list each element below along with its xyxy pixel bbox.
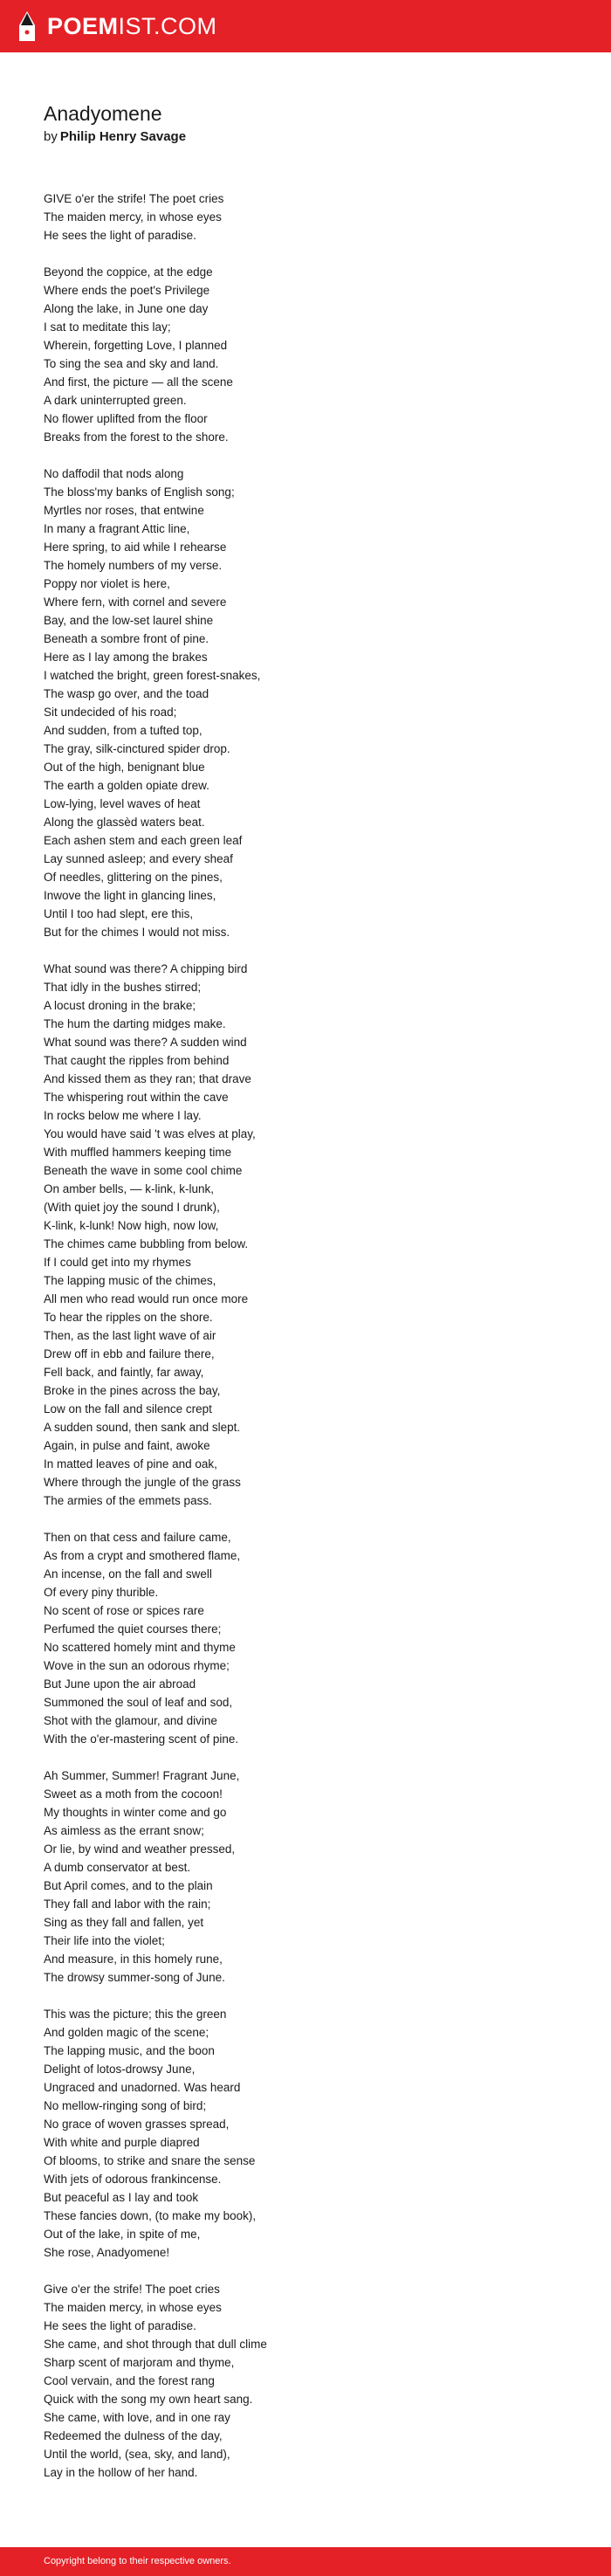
poem-line: Redeemed the dulness of the day, xyxy=(44,2429,223,2442)
poem-line: No mellow-ringing song of bird; xyxy=(44,2099,207,2112)
poem-line: With jets of odorous frankincense. xyxy=(44,2173,222,2186)
poem-line: Where through the jungle of the grass xyxy=(44,1476,241,1489)
poem-line: Fell back, and faintly, far away, xyxy=(44,1366,204,1379)
poem-line: These fancies down, (to make my book), xyxy=(44,2209,257,2222)
poem-line: The homely numbers of my verse. xyxy=(44,559,223,572)
poem-line: Where ends the poet's Privilege xyxy=(44,284,210,297)
poem-line: Their life into the violet; xyxy=(44,1934,165,1947)
poem-line: But for the chimes I would not miss. xyxy=(44,926,230,939)
poem-line: As from a crypt and smothered flame, xyxy=(44,1549,241,1562)
poem-line: She rose, Anadyomene! xyxy=(44,2246,170,2259)
poem-line: And sudden, from a tufted top, xyxy=(44,724,203,737)
poem-line: An incense, on the fall and swell xyxy=(44,1567,212,1581)
poem-line: My thoughts in winter come and go xyxy=(44,1806,227,1819)
poem-line: Shot with the glamour, and divine xyxy=(44,1714,217,1727)
poem-line: No flower uplifted from the floor xyxy=(44,412,208,425)
poem-line: Poppy nor violet is here, xyxy=(44,577,170,590)
poem-line: That caught the ripples from behind xyxy=(44,1054,230,1067)
poem-line: The bloss'my banks of English song; xyxy=(44,486,235,499)
poem-title: Anadyomene xyxy=(44,102,162,125)
poem-line: Sweet as a moth from the cocoon! xyxy=(44,1787,223,1801)
poem-line: Along the glassèd waters beat. xyxy=(44,816,205,829)
poem-line: The wasp go over, and the toad xyxy=(44,687,209,700)
poem-line: I watched the bright, green forest-snakes, xyxy=(44,669,261,682)
poem-line: Where fern, with cornel and severe xyxy=(44,596,227,609)
poem-line: Sit undecided of his road; xyxy=(44,706,177,719)
poem-line: Inwove the light in glancing lines, xyxy=(44,889,216,902)
poem-line: Beneath a sombre front of pine. xyxy=(44,632,209,645)
poem-line: Or lie, by wind and weather pressed, xyxy=(44,1842,236,1856)
poem-line: Along the lake, in June one day xyxy=(44,302,209,315)
poem-line: Quick with the song my own heart sang. xyxy=(44,2393,253,2406)
poem-line: Sharp scent of marjoram and thyme, xyxy=(44,2356,235,2369)
poem-line: To hear the ripples on the shore. xyxy=(44,1311,213,1324)
poem-line: Then on that cess and failure came, xyxy=(44,1531,231,1544)
poem-line: He sees the light of paradise. xyxy=(44,2319,196,2332)
poem-line: The drowsy summer-song of June. xyxy=(44,1971,225,1984)
poem-line: This was the picture; this the green xyxy=(44,2008,227,2021)
poem-line: Here spring, to aid while I rehearse xyxy=(44,541,227,554)
poem-line: K-link, k-lunk! Now high, now low, xyxy=(44,1219,219,1232)
poem-line: In rocks below me where I lay. xyxy=(44,1109,202,1122)
poem-line: Of needles, glittering on the pines, xyxy=(44,871,223,884)
poem-line: She came, with love, and in one ray xyxy=(44,2411,230,2424)
poem-header xyxy=(44,101,567,146)
stanza xyxy=(44,2280,567,2482)
poem-line: The lapping music of the chimes, xyxy=(44,1274,216,1287)
poem-line: On amber bells, — k-link, k-lunk, xyxy=(44,1182,215,1195)
poem-line: No daffodil that nods along xyxy=(44,467,184,480)
stanza xyxy=(44,263,567,446)
poem-line: Myrtles nor roses, that entwine xyxy=(44,504,204,517)
poem-line: The lapping music, and the boon xyxy=(44,2044,215,2057)
poem-line: With muffled hammers keeping time xyxy=(44,1146,232,1159)
poem-line: And measure, in this homely rune, xyxy=(44,1953,223,1966)
poem-line: Drew off in ebb and failure there, xyxy=(44,1347,215,1360)
poem-line: A dumb conservator at best. xyxy=(44,1861,191,1874)
poem-line: As aimless as the errant snow; xyxy=(44,1824,204,1837)
poem-line: The maiden mercy, in whose eyes xyxy=(44,2301,222,2314)
poem-line: Breaks from the forest to the shore. xyxy=(44,430,229,444)
poem-line: The armies of the emmets pass. xyxy=(44,1494,212,1507)
poem-line: Cool vervain, and the forest rang xyxy=(44,2374,215,2387)
poem-line: Sing as they fall and fallen, yet xyxy=(44,1916,204,1929)
poem-line: The hum the darting midges make. xyxy=(44,1017,226,1030)
poem-line: Then, as the last light wave of air xyxy=(44,1329,216,1342)
poem-line: They fall and labor with the rain; xyxy=(44,1898,211,1911)
site-name: POEMIST.COM xyxy=(47,13,217,39)
poem-line: But peaceful as I lay and took xyxy=(44,2191,199,2204)
poem-line: In matted leaves of pine and oak, xyxy=(44,1457,217,1471)
poem-line: (With quiet joy the sound I drunk), xyxy=(44,1201,220,1214)
poem-line: Here as I lay among the brakes xyxy=(44,651,208,664)
site-logo[interactable] xyxy=(17,10,217,42)
poem-line: Ah Summer, Summer! Fragrant June, xyxy=(44,1769,240,1782)
author-name[interactable]: Philip Henry Savage xyxy=(59,129,187,144)
poem-line: With white and purple diapred xyxy=(44,2136,200,2149)
stanza xyxy=(44,2005,567,2262)
byline xyxy=(44,128,567,146)
poem-line: To sing the sea and sky and land. xyxy=(44,357,219,370)
poem-line: The maiden mercy, in whose eyes xyxy=(44,210,222,224)
poem-line: A dark uninterrupted green. xyxy=(44,394,187,407)
poem-line: Lay in the hollow of her hand. xyxy=(44,2466,198,2479)
pen-nib-icon xyxy=(17,10,37,42)
poem-line: GIVE o'er the strife! The poet cries xyxy=(44,192,224,205)
site-header xyxy=(0,0,611,52)
poem-line: Until the world, (sea, sky, and land), xyxy=(44,2448,230,2461)
poem-line: The gray, silk-cinctured spider drop. xyxy=(44,742,230,755)
poem-line: You would have said 't was elves at play, xyxy=(44,1127,256,1140)
poem-line: Perfumed the quiet courses there; xyxy=(44,1622,222,1636)
poem-line: She came, and shot through that dull clime xyxy=(44,2338,267,2351)
poem-line: No grace of woven grasses spread, xyxy=(44,2118,230,2131)
poem-line: A sudden sound, then sank and slept. xyxy=(44,1421,241,1434)
poem-line: In many a fragrant Attic line, xyxy=(44,522,190,535)
poem-line: Broke in the pines across the bay, xyxy=(44,1384,221,1397)
poem-line: Low-lying, level waves of heat xyxy=(44,797,201,810)
poem-line: Summoned the soul of leaf and sod, xyxy=(44,1696,233,1709)
poem-line: Beneath the wave in some cool chime xyxy=(44,1164,243,1177)
stanza xyxy=(44,1767,567,1987)
poem-body xyxy=(44,189,567,2500)
poem-line: Out of the lake, in spite of me, xyxy=(44,2228,201,2241)
stanza xyxy=(44,465,567,941)
poem-line: I sat to meditate this lay; xyxy=(44,320,171,334)
poem-line: No scent of rose or spices rare xyxy=(44,1604,204,1617)
poem-line: Until I too had slept, ere this, xyxy=(44,907,194,920)
poem-line: Bay, and the low-set laurel shine xyxy=(44,614,214,627)
poem-line: Of blooms, to strike and snare the sense xyxy=(44,2154,256,2167)
poem-line: Low on the fall and silence crept xyxy=(44,1402,212,1415)
poem-line: Lay sunned asleep; and every sheaf xyxy=(44,852,233,865)
poem-line: Each ashen stem and each green leaf xyxy=(44,834,243,847)
poem-line: That idly in the bushes stirred; xyxy=(44,981,202,994)
site-footer xyxy=(0,2547,611,2576)
poem-line: Give o'er the strife! The poet cries xyxy=(44,2283,220,2296)
stanza xyxy=(44,960,567,1510)
poem-line: All men who read would run once more xyxy=(44,1292,249,1305)
poem-line: If I could get into my rhymes xyxy=(44,1256,191,1269)
poem-line: Wove in the sun an odorous rhyme; xyxy=(44,1659,230,1672)
poem-line: A locust droning in the brake; xyxy=(44,999,196,1012)
poem-line: The whispering rout within the cave xyxy=(44,1091,229,1104)
poem-line: Delight of lotos-drowsy June, xyxy=(44,2063,196,2076)
poem-line: Out of the high, benignant blue xyxy=(44,761,205,774)
poem-line: And golden magic of the scene; xyxy=(44,2026,209,2039)
poem-line: No scattered homely mint and thyme xyxy=(44,1641,236,1654)
poem-line: The chimes came bubbling from below. xyxy=(44,1237,249,1250)
poem-line: But June upon the air abroad xyxy=(44,1677,196,1691)
stanza xyxy=(44,189,567,245)
poem-line: And kissed them as they ran; that drave xyxy=(44,1072,251,1085)
poem-line: What sound was there? A sudden wind xyxy=(44,1036,247,1049)
stanza xyxy=(44,1528,567,1748)
poem-line: Beyond the coppice, at the edge xyxy=(44,265,213,279)
poem-line: What sound was there? A chipping bird xyxy=(44,962,248,975)
poem-line: Again, in pulse and faint, awoke xyxy=(44,1439,210,1452)
poem-line: Ungraced and unadorned. Was heard xyxy=(44,2081,241,2094)
poem-line: Wherein, forgetting Love, I planned xyxy=(44,339,228,352)
poem-line: He sees the light of paradise. xyxy=(44,229,196,242)
poem-line: But April comes, and to the plain xyxy=(44,1879,213,1892)
poem-line: Of every piny thurible. xyxy=(44,1586,159,1599)
poem-line: With the o'er-mastering scent of pine. xyxy=(44,1732,239,1746)
by-prefix: by xyxy=(44,129,58,144)
copyright-notice: Copyright belong to their respective owners. xyxy=(44,2556,231,2566)
poem-line: The earth a golden opiate drew. xyxy=(44,779,209,792)
poem-line: And first, the picture — all the scene xyxy=(44,375,233,389)
